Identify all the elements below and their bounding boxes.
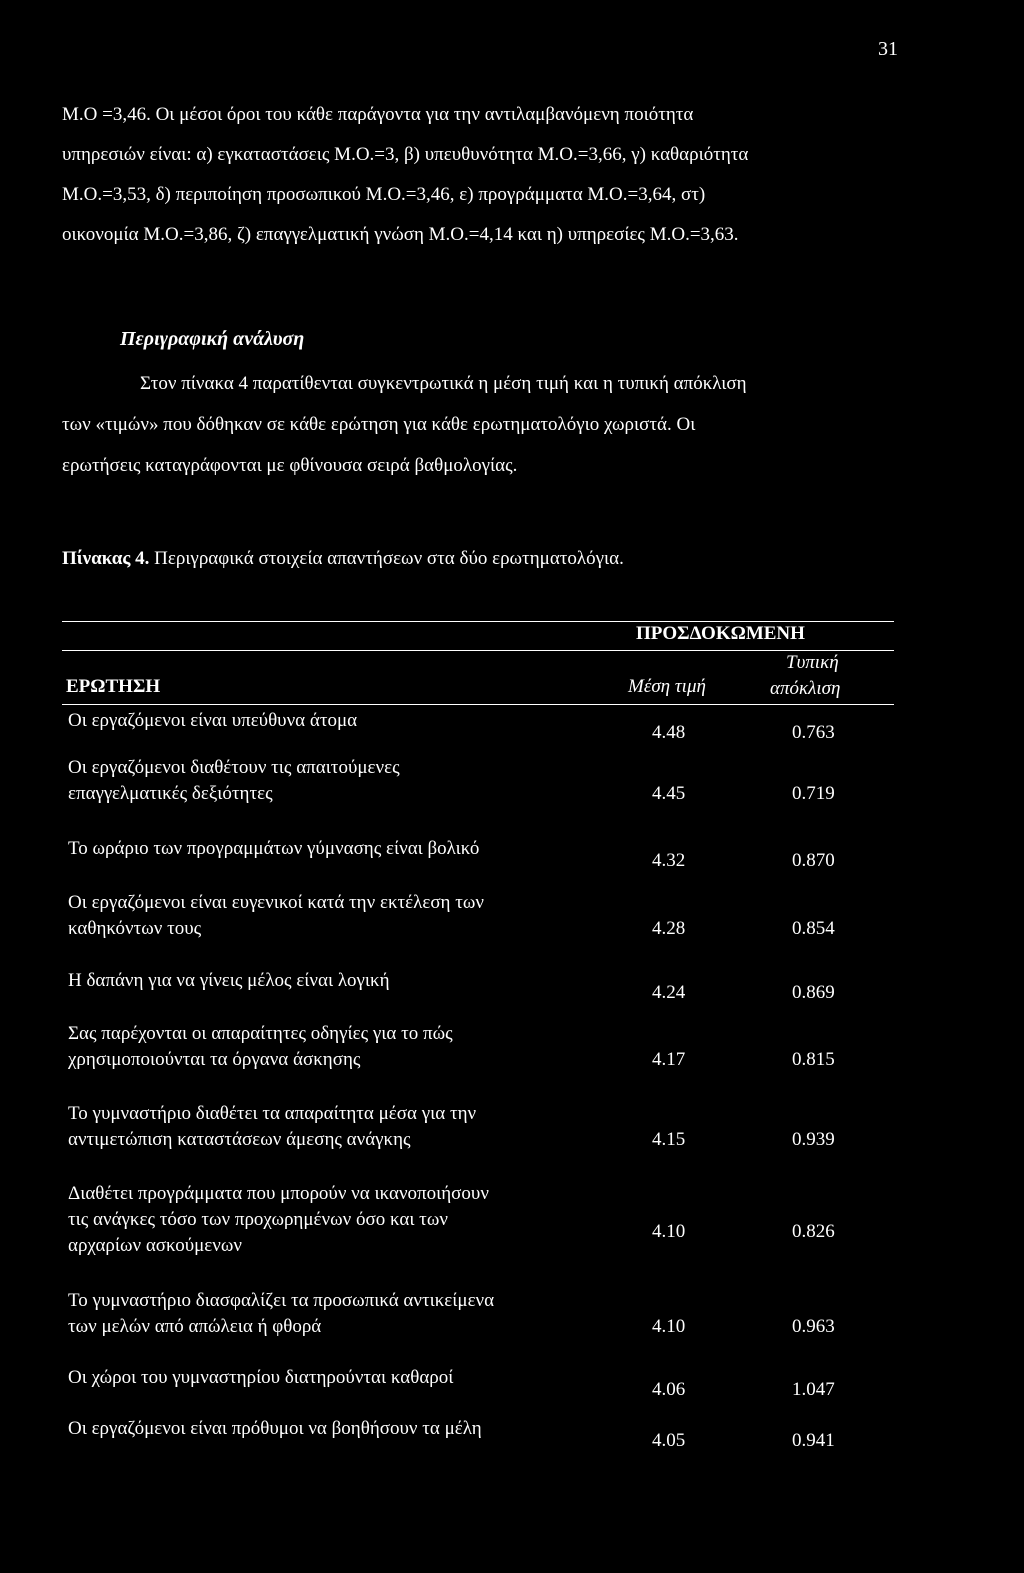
question-text: Οι εργαζόμενοι είναι πρόθυμοι να βοηθήσουν τα μέλη: [68, 1418, 482, 1439]
mean-value: 4.45: [652, 783, 686, 804]
mean-value: 4.17: [652, 1049, 686, 1070]
sd-value: 0.763: [792, 722, 835, 743]
section-line: ερωτήσεις καταγράφονται με φθίνουσα σειρά βαθμολογίας.: [62, 455, 518, 476]
mean-value: 4.32: [652, 850, 686, 871]
intro-line: οικονομία Μ.Ο.=3,86, ζ) επαγγελματική γνώση Μ.Ο.=4,14 και η) υπηρεσίες Μ.Ο.=3,63.: [62, 224, 739, 245]
col-sd-header-line2: απόκλιση: [770, 678, 841, 699]
question-text: Το γυμναστήριο διαθέτει τα απαραίτητα μέσα για την: [68, 1103, 477, 1124]
question-text: Διαθέτει προγράμματα που μπορούν να ικανοποιήσουν: [68, 1183, 489, 1204]
mean-value: 4.06: [652, 1379, 686, 1400]
mean-value: 4.15: [652, 1129, 686, 1150]
sd-value: 0.815: [792, 1049, 835, 1070]
question-text: τις ανάγκες τόσο των προχωρημένων όσο και των: [68, 1209, 448, 1230]
col-sd-header-line1: Τυπική: [786, 652, 839, 673]
mean-value: 4.05: [652, 1430, 686, 1451]
question-text: αντιμετώπιση καταστάσεων άμεσης ανάγκης: [68, 1129, 411, 1150]
sd-value: 0.939: [792, 1129, 835, 1150]
question-text: Το ωράριο των προγραμμάτων γύμνασης είναι βολικό: [68, 838, 480, 859]
question-text: αρχαρίων ασκούμενων: [68, 1235, 242, 1256]
section-heading: Περιγραφική ανάλυση: [120, 328, 305, 350]
page-number: 31: [878, 38, 898, 60]
group-header-rule: [62, 650, 894, 651]
mean-value: 4.28: [652, 918, 686, 939]
question-text: Οι εργαζόμενοι διαθέτουν τις απαιτούμενες: [68, 757, 400, 778]
question-text: Οι χώροι του γυμναστηρίου διατηρούνται καθαροί: [68, 1367, 454, 1388]
question-text: Σας παρέχονται οι απαραίτητες οδηγίες για το πώς: [68, 1023, 453, 1044]
question-text: επαγγελματικές δεξιότητες: [68, 783, 273, 804]
sd-value: 0.870: [792, 850, 835, 871]
intro-line: Μ.Ο =3,46. Οι μέσοι όροι του κάθε παράγοντα για την αντιλαμβανόμενη ποιότητα: [62, 104, 694, 125]
question-text: καθηκόντων τους: [68, 918, 202, 939]
sd-value: 0.869: [792, 982, 835, 1003]
sd-value: 0.719: [792, 783, 835, 804]
table-top-rule: [62, 621, 894, 622]
mean-value: 4.24: [652, 982, 686, 1003]
table-caption-text: Περιγραφικά στοιχεία απαντήσεων στα δύο ερωτηματολόγια.: [149, 548, 624, 569]
question-text: Το γυμναστήριο διασφαλίζει τα προσωπικά αντικείμενα: [68, 1290, 495, 1311]
intro-line: Μ.Ο.=3,53, δ) περιποίηση προσωπικού Μ.Ο.=3,46, ε) προγράμματα Μ.Ο.=3,64, στ): [62, 184, 706, 205]
table-caption: [62, 548, 624, 570]
sd-value: 0.963: [792, 1316, 835, 1337]
intro-line: υπηρεσιών είναι: α) εγκαταστάσεις Μ.Ο.=3, β) υπευθυνότητα Μ.Ο.=3,66, γ) καθαριότητα: [62, 144, 749, 165]
question-text: Οι εργαζόμενοι είναι υπεύθυνα άτομα: [68, 710, 358, 731]
sd-value: 1.047: [792, 1379, 835, 1400]
col-mean-header: Μέση τιμή: [628, 676, 706, 697]
question-text: Οι εργαζόμενοι είναι ευγενικοί κατά την εκτέλεση των: [68, 892, 484, 913]
header-bottom-rule: [62, 704, 894, 705]
table-caption-label: Πίνακας 4.: [62, 548, 150, 569]
section-line: των «τιμών» που δόθηκαν σε κάθε ερώτηση για κάθε ερωτηματολόγιο χωριστά. Οι: [62, 414, 696, 435]
sd-value: 0.826: [792, 1221, 835, 1242]
mean-value: 4.48: [652, 722, 686, 743]
mean-value: 4.10: [652, 1316, 686, 1337]
sd-value: 0.941: [792, 1430, 835, 1451]
question-text: Η δαπάνη για να γίνεις μέλος είναι λογική: [68, 970, 390, 991]
section-line: Στον πίνακα 4 παρατίθενται συγκεντρωτικά η μέση τιμή και η τυπική απόκλιση: [140, 373, 747, 394]
question-text: των μελών από απώλεια ή φθορά: [68, 1316, 322, 1337]
sd-value: 0.854: [792, 918, 835, 939]
col-question-header: ΕΡΩΤΗΣΗ: [66, 676, 161, 697]
question-text: χρησιμοποιούνται τα όργανα άσκησης: [68, 1049, 361, 1070]
mean-value: 4.10: [652, 1221, 686, 1242]
group-header: ΠΡΟΣΔΟΚΩΜΕΝΗ: [636, 623, 805, 644]
